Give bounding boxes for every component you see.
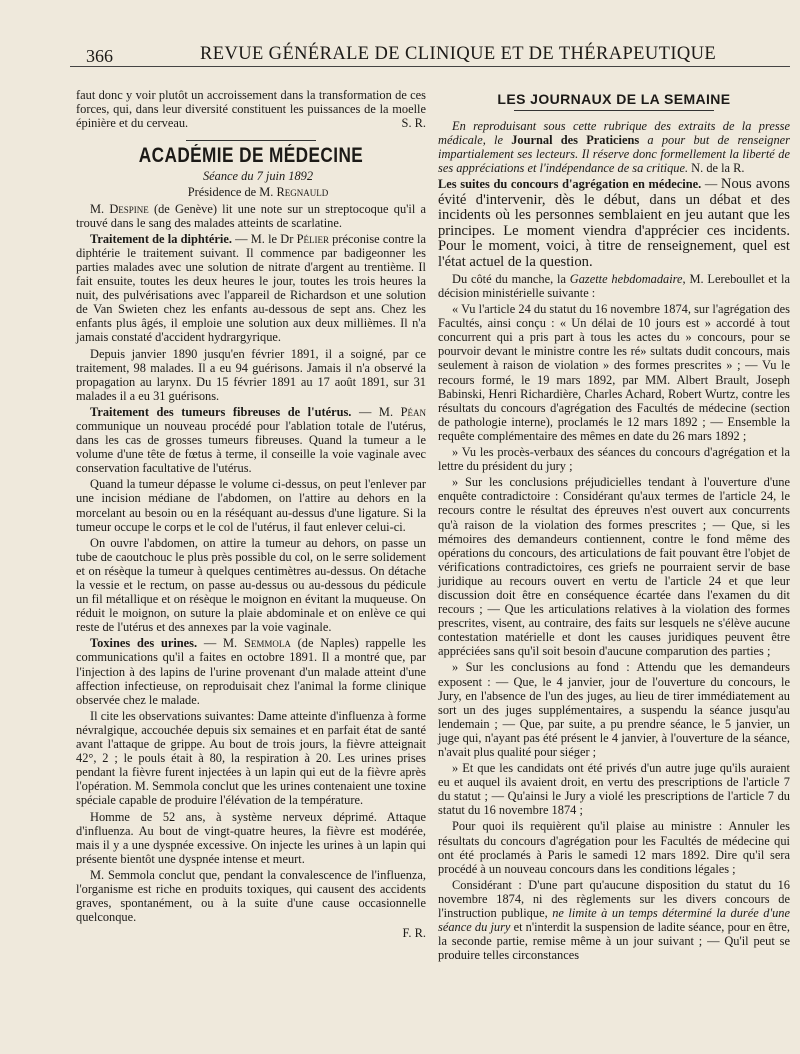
running-header	[70, 40, 790, 67]
paragraph: M. Semmola conclut que, pendant la convalescence de l'influenza, l'organisme est riche en produits toxiques, qui causent des accidents graves, spontanément, ou à la suite d'une cause occasionnelle quelconque.	[76, 867, 426, 925]
paragraph: « Vu l'article 24 du statut du 16 novembre 1874, sur l'agrégation des Facultés, ainsi conçu : « Un délai de 10 jours est » accordé à tout concurrent qui a pris part à tous les actes du » concours, pour se pourvoir devant le ministre contre les ré» sultats dudit concours, mais seulement à raison de violation » des formes prescrites » ; — Vu le recours formé, le 19 mars 1892, par MM. Albert Brault, Joseph Babinski, Henri Richardière, Charles Achard, Robert Wurtz, contre les résultats du concours d'agrégation des Facultés de médecine (section de pathologie interne), proclamés le 12 mars 1892 ; — Ensemble la requête complémentaire des mêmes en date du 26 mars 1892 ;	[438, 302, 790, 443]
paragraph-concours: Les suites du concours d'agrégation en médecine. — Nous avons évité d'intervenir, dès le début, dans un débat et des incidents où les personnes semblaient en jeu autant que les principes. Le moment viendra d'apprécier ces incidents. Pour le moment, voici, à titre de renseignement, quel est l'état actuel de la question.	[438, 176, 790, 270]
paragraph-toxines: Toxines des urines. — M. Semmola (de Naples) rappelle les communications qu'il a faites en octobre 1891. Il a montré que, par l'injection à des lapins de l'urine provenant d'un malade atteint d'une affection infectieuse, on reproduisait chez l'animal la forme clinique observée chez le malade.	[76, 636, 426, 707]
paragraph: Pour quoi ils requièrent qu'il plaise au ministre : Annuler les résultats du concours d'agrégation pour les Facultés de médecine qui ont été proclamés à Paris le samedi 12 mars 1892. Dire qu'il sera procédé à un nouveau concours dans les conditions légales ;	[438, 819, 790, 876]
paragraph: » Et que les candidats ont été privés d'un autre juge qu'ils auraient eu et auquel ils avaient droit, en vertu des prescriptions de l'article 7 du statut ; — Qu'ainsi le Jury a violé les prescriptions de l'article 7 du statut du 16 novembre 1874 ;	[438, 761, 790, 818]
signature: F. R.	[402, 926, 426, 941]
paragraph: » Vu les procès-verbaux des séances du concours d'agrégation et la lettre du président du jury ;	[438, 445, 790, 474]
subheading: Toxines des urines.	[90, 636, 198, 651]
paragraph: » Sur les conclusions au fond : Attendu que les demandeurs exposent : — Que, le 4 janvier, jour de l'ouverture du concours, le Jury, en l'absence de l'un des juges, au lieu de tirer immédiatement au sort un des juges supplémentaires, a suspendu la séance jusqu'au lendemain ; — Que, par suite, a pu prendre séance, le 5 janvier, un juge qui, n'ayant pas été présent le 4 janvier, à l'ouverture de la séance, n'avait plus qualité pour siéger ;	[438, 660, 790, 759]
paragraph-diphterie: Traitement de la diphtérie. — M. le Dr Pélier préconise contre la diphtérie le traitement suivant. Il commence par badigeonner les parties malades avec une solution de nitrate d'argent au trentième. Il fait ensuite, toutes les deux heures le jour, toutes les trois heures la nuit, des pulvérisations avec l'appareil de Richardson et une solution de Van Swieten chez les enfants au-dessous de sept ans. Chez les enfants plus âgés, il emploie une solution aux deux millièmes. Il n'a jamais constaté d'accident hydrargyrique.	[76, 231, 426, 345]
paragraph: M. Despine (de Genève) lit une note sur un streptocoque qu'il a trouvé dans le sang des malades atteints de scarlatine.	[76, 201, 426, 230]
subheading: Traitement de la diphtérie.	[90, 231, 232, 246]
divider	[514, 110, 714, 111]
paragraph: Il cite les observations suivantes: Dame atteinte d'influenza à forme névralgique, accouchée depuis six semaines et en parfait état de santé avant l'attaque de grippe. Au bout de trois jours, la fièvre atteignait 42°, 2 ; le pouls était à 80, la respiration à 20. Les urines prises pendant la fièvre furent injectées à un lapin qui eut de la fièvre après l'opération. M. Semmola conclut que les urines contenaient une toxine spéciale capable de produire l'élévation de la température.	[76, 708, 426, 808]
section-title-academie: ACADÉMIE DE MÉDECINE	[138, 144, 364, 168]
left-column	[76, 88, 426, 942]
paragraph: Homme de 52 ans, à système nerveux déprimé. Attaque d'influenza. Au bout de vingt-quatre heures, la fièvre est modérée, mais il y a une dyspnée excessive. On injecte les urines à un lapin qui présente bientôt une dyspnée intense et meurt.	[76, 809, 426, 866]
right-column	[438, 88, 790, 964]
subheading: Traitement des tumeurs fibreuses de l'utérus.	[90, 404, 352, 419]
running-title: REVUE GÉNÉRALE DE CLINIQUE ET DE THÉRAPEUTIQUE	[200, 44, 717, 64]
section-title-journaux: LES JOURNAUX DE LA SEMAINE	[497, 91, 731, 107]
seance-date: Séance du 7 juin 1892	[202, 169, 314, 184]
paragraph-tumeurs: Traitement des tumeurs fibreuses de l'utérus. — M. Péan communique un nouveau procédé pour l'ablation totale de l'utérus, dans les cas de grosses tumeurs fibreuses. Quand la tumeur a le volume d'une tête de fœtus à terme, il conseille la voie vaginale avec conservation facultative de l'utérus.	[76, 404, 426, 476]
paragraph: On ouvre l'abdomen, on attire la tumeur au dehors, on passe un tube de caoutchouc le plus près possible du col, on le serre solidement et on résèque la tumeur à quelques centimètres au-dessus. On détache la vessie et le rectum, on passe au-dessus ou au-dessous du pédicule un fil métallique et on résèque le moignon en évitant la muqueuse. On réduit le moignon, on suture la plaie abdominale et on enlève ce qui reste de l'utérus et des annexes par la voie vaginale.	[76, 535, 426, 635]
presidence: Présidence de M. Regnauld	[187, 185, 329, 200]
subheading: Les suites du concours d'agrégation en médecine.	[438, 177, 702, 192]
paragraph: Du côté du manche, la Gazette hebdomadaire, M. Lereboullet et la décision ministérielle suivante :	[438, 271, 790, 300]
editorial-note: En reproduisant sous cette rubrique des extraits de la presse médicale, le Journal des Praticiens a pour but de renseigner impartialement ses lecteurs. Il réserve donc formellement la liberté de ses appréciations et l'indépendance de sa critique. N. de la R.	[438, 119, 790, 176]
paragraph: Considérant : D'une part qu'aucune disposition du statut du 16 novembre 1874, ni des règlements sur les divers concours de l'instruction publique, ne limite à un temps déterminé la durée d'une séance du jury et n'interdit la suspension de ladite séance, pour en être, la seconde partie, remise même à un jour suivant ; — Qu'il peut se produire telles circonstances	[438, 877, 790, 963]
paragraph: faut donc y voir plutôt un accroissement dans la transformation de ces forces, qui, dans leur diversité constituent les puissances de la moelle épinière et du cerveau. S. R.	[76, 88, 426, 131]
paragraph: Quand la tumeur dépasse le volume ci-dessus, on peut l'enlever par une incision médiane de l'abdomen, on l'attire au dehors en la morcelant au besoin ou en la réséquant au-dessus d'une ligature. Si la tumeur occupe le corps et le col de l'utérus, il faut enlever celui-ci.	[76, 477, 426, 534]
page-number: 366	[86, 46, 113, 66]
divider	[186, 140, 316, 141]
signature: S. R.	[401, 116, 426, 131]
paragraph: » Sur les conclusions préjudicielles tendant à l'ouverture d'une enquête contradictoire : Considérant qu'aux termes de l'article 24, le recours contre le résultat des épreuves n'est ouvert aux concurrents qu'à raison de la violation des formes prescrites ; — Que, si les mémoires des demandeurs contiennent, contre le fond même des opérations du concours, des articulations de fait pouvant être l'objet de vérifications contradictoires, ces griefs ne pourraient servir de base juridique au recours ouvert en vertu de l'article 24 et que leur discussion doit être en conséquence écartée dans l'examen du dit recours ; — Que les articulations relatives à la violation des formes prescrites, visent, au contraire, des faits sur lesquels ne s'élève aucune contestation matérielle et dont les causes juridiques peuvent être appréciées sans qu'il soit besoin d'aucune comparution des parties ;	[438, 475, 790, 659]
paragraph: Depuis janvier 1890 jusqu'en février 1891, il a soigné, par ce traitement, 98 malades. Il a eu 94 guérisons. Jamais il n'a observé la propagation au larynx. Du 15 février 1891 au 17 août 1891, sur 31 malades il a eu 31 guérisons.	[76, 346, 426, 403]
